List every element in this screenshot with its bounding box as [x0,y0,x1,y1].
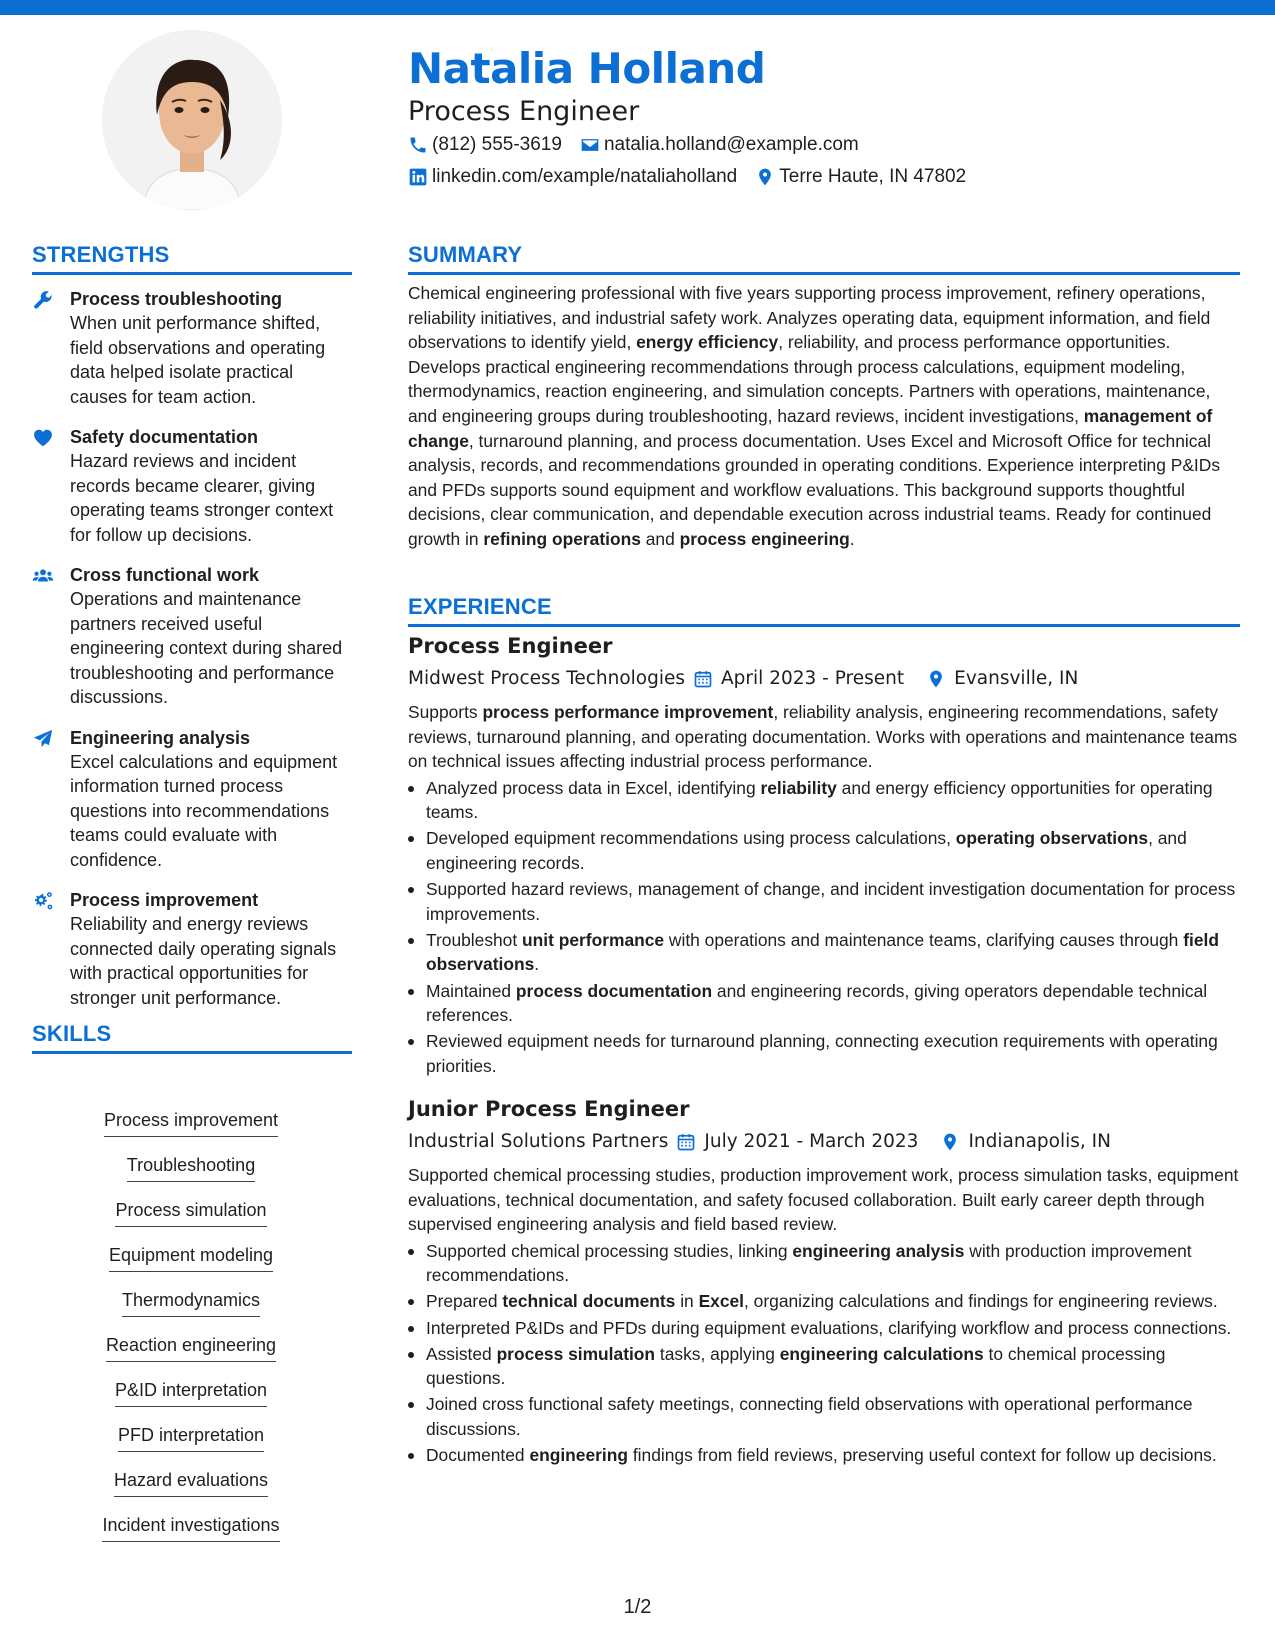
profile-photo [102,30,282,210]
strength-title: Process improvement [70,890,259,910]
strengths-heading: STRENGTHS [32,242,170,267]
email-contact [580,134,859,156]
bullet-item [408,928,1240,977]
heart-icon [32,427,54,449]
job-location: Indianapolis, IN [932,1129,1111,1155]
bullet-item [408,1342,1240,1391]
bold-text: engineering analysis [792,1240,965,1261]
gears-icon [32,890,54,912]
bullet-item [408,1316,1240,1341]
summary-rule [408,272,1240,275]
bold-text: field observations [426,929,1219,975]
text-run: and [640,528,680,549]
location-text: Terre Haute, IN 47802 [779,166,967,187]
job-description [408,700,1240,774]
bold-text: process engineering [679,528,850,549]
skills-heading: SKILLS [32,1021,112,1046]
linkedin-contact [408,166,737,188]
bold-text: Excel [698,1291,745,1312]
text-run: Assisted [426,1343,497,1364]
contact-row-1 [408,134,877,156]
text-run: Interpreted P&IDs and PFDs during equipment evaluations, clarifying workflow and process connections. [426,1317,1232,1338]
text-run: Supported chemical processing studies, linking [426,1240,793,1261]
bold-text: reliability [760,777,837,798]
bullet-item [408,1029,1240,1078]
strength-title: Process troubleshooting [70,289,283,309]
job-entry [408,632,1240,1080]
summary-heading: SUMMARY [408,242,523,267]
candidate-title: Process Engineer [408,96,640,127]
text-run: Prepared [426,1291,503,1312]
text-run: Maintained [426,980,516,1001]
profile-photo-illustration [102,30,282,210]
strength-item [32,888,352,1010]
bullet-item [408,826,1240,875]
job-description [408,1163,1240,1237]
skill-item: PFD interpretation [32,1423,350,1468]
strength-title: Safety documentation [70,427,259,447]
skills-rule [32,1051,352,1054]
email-text[interactable]: natalia.holland@example.com [603,134,859,155]
bullet-item [408,1392,1240,1441]
strength-desc: Excel calculations and equipment information turned process questions into recommendations teams could evaluate with confidence. [70,751,338,870]
linkedin-text[interactable]: linkedin.com/example/nataliaholland [432,166,738,187]
strengths-rule [32,272,352,275]
text-run: , organizing calculations and findings for engineering reviews. [744,1291,1218,1312]
skill-item: Reaction engineering [32,1333,350,1378]
text-run: . [849,528,855,549]
skill-item: P&ID interpretation [32,1378,350,1423]
bold-text: management of change [408,405,1213,451]
company-name: Midwest Process Technologies [408,668,686,689]
summary-text [408,281,1240,552]
bullet-item [408,1443,1240,1468]
skill-item: Incident investigations [32,1513,350,1558]
phone-text[interactable]: (812) 555-3619 [432,134,562,155]
bold-text: engineering calculations [779,1343,984,1364]
candidate-name: Natalia Holland [408,44,766,93]
text-run: Supported chemical processing studies, production improvement work, process simulation tasks, equipment evaluations, technical documentation, and safety focused collaboration. Built early career depth through supervised engineering analysis and field based review. [408,1165,1239,1235]
envelope-icon [580,135,600,155]
wrench-icon [32,289,54,311]
phone-contact [408,134,562,156]
text-run: Supported hazard reviews, management of change, and incident investigation documentation for process improvements. [426,879,1236,924]
text-run: Developed equipment recommendations using process calculations, [426,828,956,849]
calendar-icon [676,1132,696,1152]
bullet-item [408,1239,1240,1288]
bold-text: refining operations [483,528,641,549]
skill-item: Hazard evaluations [32,1468,350,1513]
page-number: 1/2 [623,1596,652,1618]
text-run: and engineering records, giving operators dependable technical references. [426,980,1208,1026]
paper-plane-icon [32,728,54,750]
skill-item: Process simulation [32,1198,350,1243]
text-run: Analyzed process data in Excel, identifying [426,777,761,798]
calendar-icon [693,669,713,689]
bold-text: engineering [529,1445,628,1466]
contact-row-2 [408,166,984,188]
bold-text: process performance improvement [482,702,774,722]
strength-item [32,425,352,547]
phone-icon [408,135,428,155]
text-run: to chemical processing questions. [426,1343,1166,1389]
bold-text: technical documents [502,1291,676,1312]
text-run: Documented [426,1445,530,1466]
strength-desc: Reliability and energy reviews connected daily operating signals with practical opportunities for stronger unit performance. [70,914,337,1008]
bold-text: unit performance [522,929,665,950]
job-dates: July 2021 - March 2023 [668,1129,918,1155]
job-bullets [408,1239,1240,1468]
job-location: Evansville, IN [918,666,1078,692]
users-icon [32,565,54,587]
location-contact [755,166,966,188]
text-run: with operations and maintenance teams, clarifying causes through [664,929,1184,950]
strength-desc: When unit performance shifted, field observations and operating data helped isolate practical causes for team action. [70,313,326,407]
bold-text: process simulation [496,1343,656,1364]
company-name: Industrial Solutions Partners [408,1131,669,1152]
strength-desc: Hazard reviews and incident records became clearer, giving operating teams stronger context for follow up decisions. [70,451,334,545]
job-title: Junior Process Engineer [408,1097,690,1121]
bold-text: process documentation [515,980,713,1001]
strength-item [32,287,352,409]
text-run: and energy efficiency opportunities for operating teams. [426,777,1213,823]
text-run: Troubleshot [426,929,523,950]
experience-rule [408,624,1240,627]
text-run: in [675,1291,699,1312]
text-run: with production improvement recommendations. [426,1240,1192,1286]
text-run: , reliability, and process performance opportunities. Develops practical engineering recommendations through process calculations, equipment modeling, thermodynamics, reaction engineering, and simulation concepts. Partners with operations, maintenance, and engineering groups during troubleshooting, hazard reviews, incident investigations, [408,332,1211,426]
job-meta [408,666,1240,692]
job-meta [408,1129,1240,1155]
text-run: , and engineering records. [426,828,1187,874]
job-entry [408,1095,1240,1469]
map-pin-icon [926,669,946,689]
text-run: tasks, applying [655,1343,780,1364]
map-pin-icon [755,167,775,187]
skill-item: Process improvement [32,1108,350,1153]
map-pin-icon [940,1132,960,1152]
bold-text: energy efficiency [636,332,779,353]
text-run: . [534,954,540,975]
skill-item: Equipment modeling [32,1243,350,1288]
text-run: findings from field reviews, preserving useful context for follow up decisions. [628,1445,1217,1466]
bold-text: operating observations [955,828,1149,849]
job-dates: April 2023 - Present [685,666,904,692]
strength-title: Cross functional work [70,565,260,585]
strength-title: Engineering analysis [70,727,251,748]
top-accent-bar [0,0,1275,15]
text-run: Joined cross functional safety meetings, connecting field observations with operational performance discussions. [426,1394,1193,1439]
linkedin-icon [408,167,428,187]
job-bullets [408,776,1240,1079]
strength-desc: Operations and maintenance partners received useful engineering context during shared troubleshooting and performance discussions. [70,589,343,707]
experience-heading: EXPERIENCE [408,594,552,619]
text-run: , turnaround planning, and process documentation. Uses Excel and Microsoft Office for technical analysis, records, and recommendations grounded in operating conditions. Experience interpreting P&IDs and PFDs supports sound equipment and workflow evaluations. This background supports thoughtful decisions, clear communication, and dependable execution across industrial teams. Ready for continued growth in [408,430,1221,549]
bullet-item [408,979,1240,1028]
strength-item [32,563,352,710]
job-title: Process Engineer [408,634,613,658]
bullet-item [408,877,1240,926]
bullet-item [408,1289,1240,1314]
skills-list [32,1108,350,1558]
skill-item: Troubleshooting [32,1153,350,1198]
text-run: Supports [408,702,483,722]
bullet-item [408,776,1240,825]
text-run: Reviewed equipment needs for turnaround planning, connecting execution requirements with operating priorities. [426,1031,1218,1076]
strengths-list [32,287,352,1026]
skill-item: Thermodynamics [32,1288,350,1333]
text-run: , reliability analysis, engineering recommendations, safety reviews, turnaround planning, and operating documentation. Works with operations and maintenance teams on technical issues affecting industrial process performance. [408,702,1238,772]
text-run: Chemical engineering professional with five years supporting process improvement, refinery operations, reliability initiatives, and industrial safety work. Analyzes operating data, equipment information, and field observations to identify yield, [408,283,1211,353]
strength-item [32,726,352,873]
